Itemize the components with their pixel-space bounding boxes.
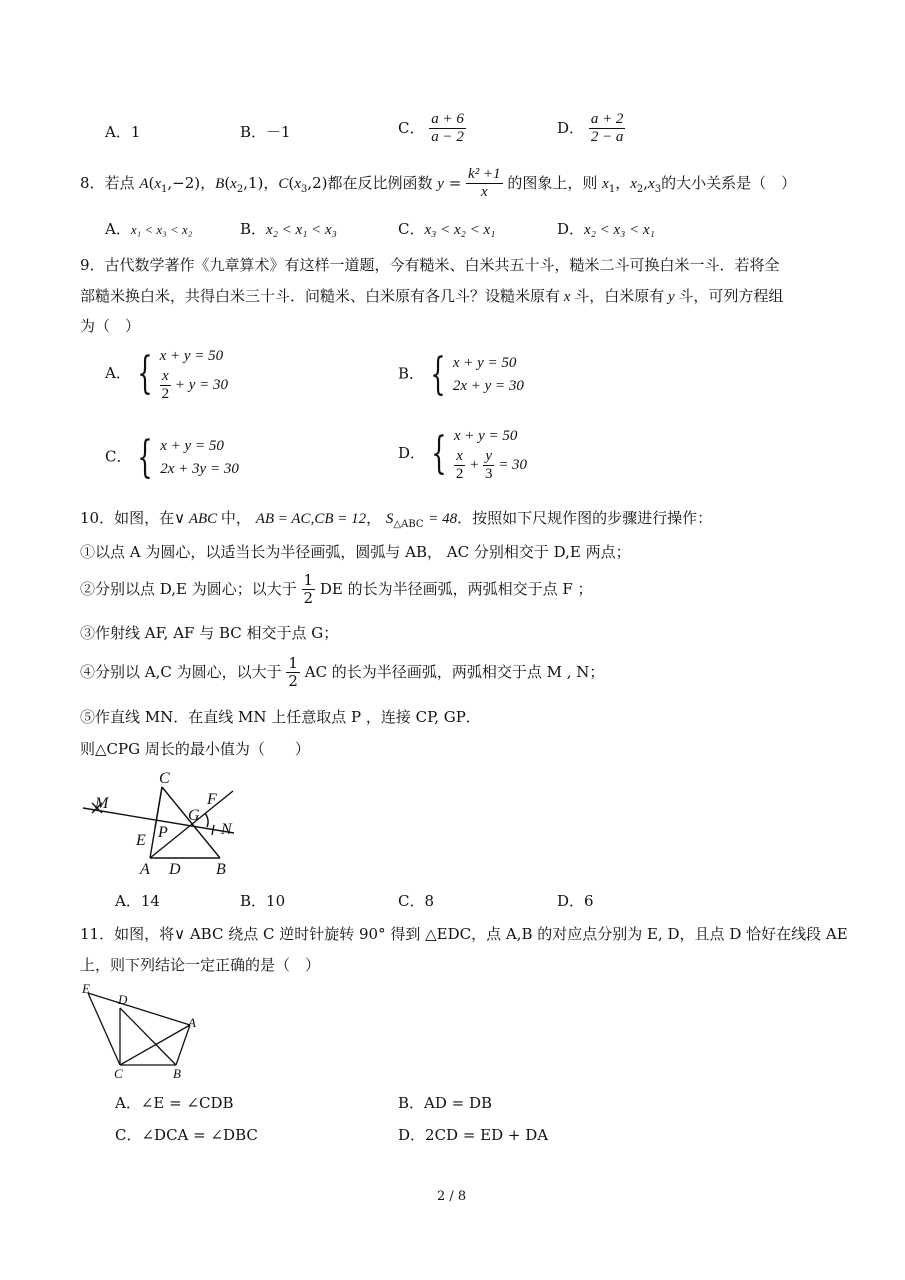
fig10-label-d: D: [169, 861, 181, 878]
fig10-label-c: C: [159, 770, 170, 787]
q10-step1: ①以点 A 为圆心，以适当长为半径画弧，圆弧与 AB， AC 分别相交于 D,E 两点；: [80, 543, 631, 561]
q8-stem: 8．若点 $A(x_1,-2)$，$B(x_2,1)$，$C(x_3,2)$都在反比例函数 y = $\frac{\text{k² +1}}{x}$ 的图象上，则 $x_1$，$x_2,x_3$的大小关系是（ ）: [80, 166, 797, 201]
q9-option-a: A． { x + y = 50 $\frac{x}{2}$ + y = 30: [105, 348, 229, 402]
q11-option-c: C．∠DCA = ∠DBC: [115, 1126, 258, 1144]
q10-line1: 10．如图，在∨ ABC 中， AB = AC,CB = 12， $S_{\triangle ABC} = 48$．按照如下尺规作图的步骤进行操作：: [80, 509, 713, 530]
fig10-label-b: B: [216, 861, 226, 878]
q10-option-d: D．6: [557, 892, 594, 910]
fig11-label-b: B: [173, 1066, 181, 1080]
fig11-label-a: A: [188, 1015, 196, 1030]
q10-option-c: C．8: [398, 892, 435, 910]
q8-option-a: A．x₁ < x₃ < x₂: [105, 220, 193, 238]
fig10-label-m: M: [95, 795, 109, 812]
fig10-label-n: N: [221, 821, 232, 838]
q11-line1: 11．如图，将∨ ABC 绕点 C 逆时针旋转 90° 得到 △EDC，点 A,B 的对应点分别为 E, D，且点 D 恰好在线段 AE: [80, 925, 848, 943]
q9-line3: 为（ ）: [80, 317, 141, 335]
q11-option-d: D．2CD = ED + DA: [398, 1126, 549, 1144]
page-number: 2 / 8: [437, 1189, 467, 1204]
q7-option-a: A．1: [105, 123, 141, 141]
q7-option-c: C． $\frac{a + 6}{a - 2}$: [398, 111, 464, 146]
fig10-label-a: A: [140, 861, 150, 878]
q9-option-b: B． { x + y = 50 2x + y = 30: [398, 348, 524, 400]
fig10-label-p: P: [158, 824, 168, 841]
q8-option-c: C．x₃ < x₂ < x₁: [398, 220, 496, 238]
q9-line1: 9．古代数学著作《九章算术》有这样一道题，今有糙米、白米共五十斗，糙米二斗可换白米一斗．若将全: [80, 256, 780, 274]
q10-step2: ②分别以点 D,E 为圆心；以大于 $\frac{1}{2}$ DE 的长为半径画弧，两弧相交于点 F ；: [80, 571, 593, 608]
q10-option-a: A．14: [115, 892, 160, 910]
q11-option-b: B．AD = DB: [398, 1094, 493, 1112]
fig10-label-f: F: [207, 791, 217, 808]
q11-option-a: A．∠E = ∠CDB: [115, 1094, 234, 1112]
q8-option-b: B．x₂ < x₁ < x₃: [240, 220, 337, 238]
q7-option-b: B．－1: [240, 123, 291, 141]
q10-ask: 则△CPG 周长的最小值为（ ）: [80, 740, 310, 758]
fig11-label-e: E: [82, 981, 90, 996]
q10-step3: ③作射线 AF, AF 与 BC 相交于点 G；: [80, 624, 339, 642]
q11-line2: 上，则下列结论一定正确的是（ ）: [80, 956, 321, 974]
q9-option-d: D． { x + y = 50 $\frac{x}{2}$ + $\frac{y}{3}$ = 30: [398, 428, 528, 482]
q10-figure: [80, 765, 240, 880]
q9-option-c: C． { x + y = 50 2x + 3y = 30: [105, 431, 239, 483]
fig10-label-e: E: [136, 832, 146, 849]
q9-line2: 部糙米换白米，共得白米三十斗．问糙米、白米原有各几斗？设糙米原有 x 斗，白米原有 y 斗，可列方程组: [80, 287, 784, 305]
q11-figure: [80, 980, 205, 1080]
q7-option-d: D． $\frac{a + 2}{2 - a}$: [557, 111, 624, 146]
fig10-label-g: G: [188, 807, 200, 824]
fig11-label-c: C: [114, 1066, 123, 1080]
q8-option-d: D．x₂ < x₃ < x₁: [557, 220, 655, 238]
fig11-label-d: D: [118, 992, 128, 1007]
q10-step5: ⑤作直线 MN．在直线 MN 上任意取点 P ，连接 CP, GP．: [80, 708, 481, 726]
q10-step4: ④分别以 A,C 为圆心，以大于 $\frac{1}{2}$ AC 的长为半径画弧，两弧相交于点 M , N；: [80, 654, 605, 691]
q10-option-b: B．10: [240, 892, 286, 910]
